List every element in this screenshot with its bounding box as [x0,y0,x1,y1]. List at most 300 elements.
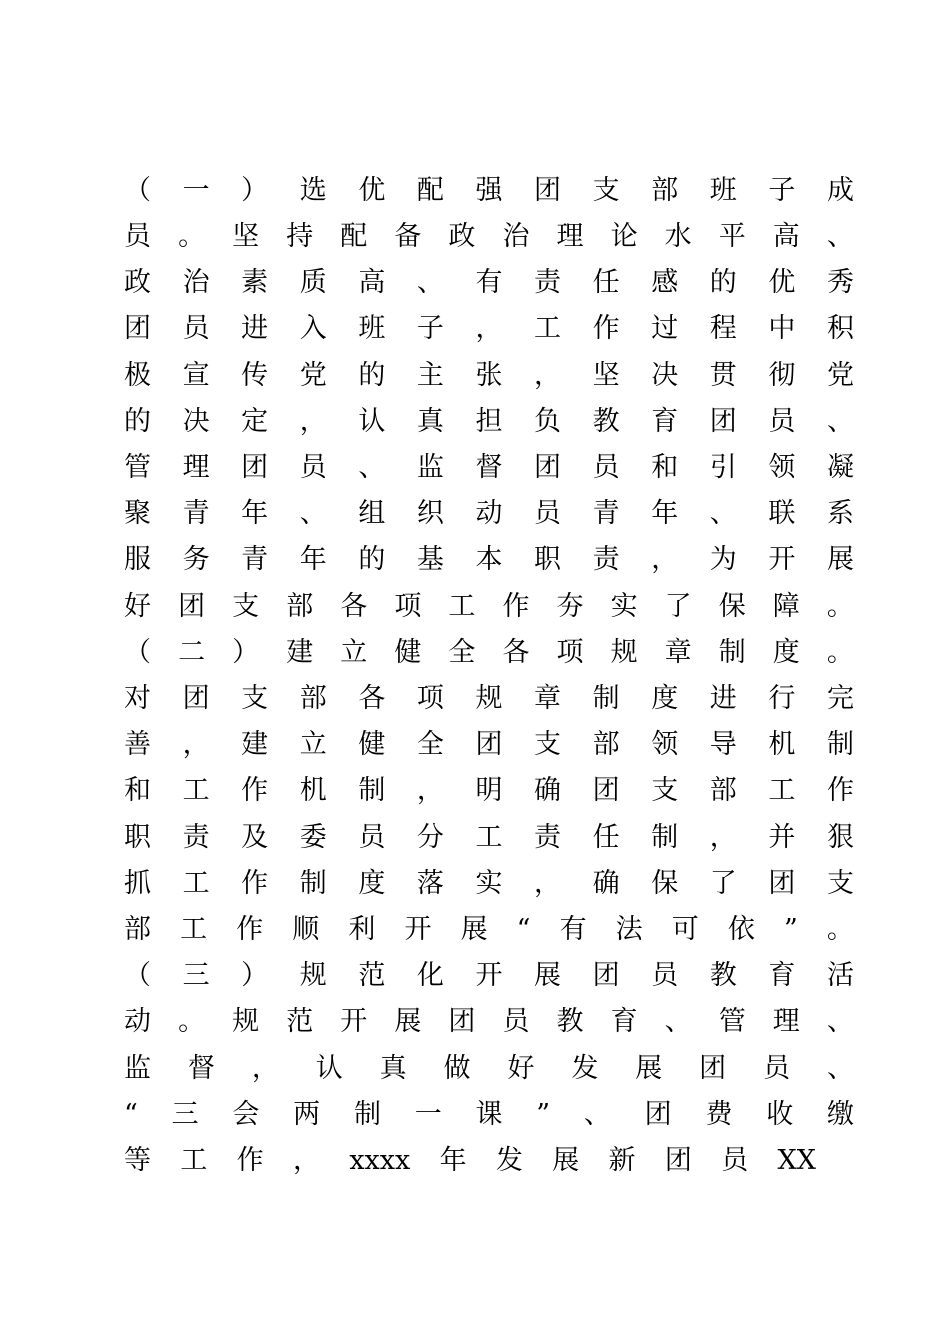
text-char: 。 [826,914,854,945]
text-line [124,1138,816,1184]
text-char: 团 [709,406,737,437]
text-char: 引 [709,452,737,483]
text-char: 的 [358,360,386,391]
text-char: 理 [556,221,584,252]
text-char: 决 [651,360,679,391]
text-char: 分 [416,822,444,853]
text-char: 工 [182,775,210,806]
text-char: 教 [592,406,620,437]
text-char: 班 [709,175,737,206]
text-char: 子 [768,175,796,206]
text-char: 育 [651,406,679,437]
text-char: 有 [475,267,503,298]
text-char: 立 [299,729,327,760]
text-char: 务 [182,544,210,575]
text-char: 工 [180,914,208,945]
text-char: 高 [772,221,800,252]
text-line [124,584,854,630]
text-char: 团 [664,1145,692,1176]
text-line [124,676,854,722]
text-char: 感 [651,267,679,298]
text-char: 顺 [292,914,320,945]
text-char: 定 [241,406,269,437]
text-char: 项 [556,637,584,668]
text-char: ） [241,960,269,991]
text-char: 决 [182,406,210,437]
text-char: 支 [232,591,260,622]
text-char: 、 [416,267,444,298]
text-line [124,353,854,399]
text-char: 员 [721,1145,749,1176]
text-char: 备 [394,221,422,252]
text-char: 支 [651,775,679,806]
text-char: 团 [699,1053,727,1084]
text-char: 团 [592,775,620,806]
text-char: 建 [241,729,269,760]
text-char: 完 [826,683,854,714]
text-char: 依 [727,914,755,945]
text-char: 实 [475,868,503,899]
text-char: 领 [768,452,796,483]
text-char: 、 [826,1006,854,1037]
text-char: 建 [286,637,314,668]
text-char: 优 [768,267,796,298]
text-char: 团 [182,683,210,714]
text-char: 责 [592,544,620,575]
text-char: 一 [182,175,210,206]
text-char: 规 [299,960,327,991]
text-char: （ [124,960,151,991]
text-char: 落 [416,868,444,899]
text-char: “ [124,1099,138,1130]
text-char: 治 [182,267,210,298]
text-line [124,306,854,352]
text-char: 主 [416,360,444,391]
text-char: 作 [241,868,269,899]
text-char: 、 [583,1099,611,1130]
text-char: 员 [768,406,796,437]
text-char: 系 [826,498,854,529]
text-char: 机 [768,729,796,760]
text-line [124,260,854,306]
text-char: 确 [592,868,620,899]
text-line [124,907,854,953]
text-char: 坚 [232,221,260,252]
text-char: 展 [534,960,562,991]
text-char: 工 [534,313,562,344]
text-char: 水 [664,221,692,252]
text-char: 。 [826,591,854,622]
text-char: 委 [299,822,327,853]
text-char: 论 [610,221,638,252]
text-char: 作 [236,914,264,945]
text-char: 、 [826,1053,854,1084]
text-char: 项 [394,591,422,622]
text-char: 健 [394,637,422,668]
text-char: 和 [651,452,679,483]
text-char: 责 [534,267,562,298]
text-char: 、 [664,1006,692,1037]
text-char: 作 [592,313,620,344]
text-char: 配 [416,175,444,206]
text-char: 制 [358,775,386,806]
text-char: 规 [232,1006,260,1037]
text-char: 年 [241,498,269,529]
text-char: 真 [416,406,444,437]
text-char: 贯 [709,360,737,391]
text-char: 员 [592,452,620,483]
text-char: 教 [556,1006,584,1037]
text-char: （ [124,175,151,206]
text-char: 员 [299,452,327,483]
text-char: 新 [608,1145,636,1176]
text-char: 坚 [592,360,620,391]
text-char: 全 [416,729,444,760]
text-char: 认 [358,406,386,437]
text-line [124,168,854,214]
text-char: 确 [534,775,562,806]
text-char: 抓 [124,868,151,899]
text-char: 本 [475,544,503,575]
text-char: 了 [664,591,692,622]
text-char: 等 [124,1145,151,1176]
text-char: ） [232,637,260,668]
text-char: 、 [358,452,386,483]
text-char: 监 [416,452,444,483]
text-char: 团 [178,591,206,622]
text-char: 制 [718,637,746,668]
text-char: 展 [460,914,488,945]
text-char: 育 [610,1006,638,1037]
text-char: 收 [766,1099,794,1130]
text-char: ， [475,313,503,344]
text-char: 认 [315,1053,343,1084]
text-char: 和 [124,775,151,806]
text-char: 员 [124,221,151,252]
text-char: 子 [416,313,444,344]
text-char: 政 [448,221,476,252]
text-char: 制 [826,729,854,760]
text-char: 展 [552,1145,580,1176]
text-char: 质 [299,267,327,298]
text-char: 团 [644,1099,672,1130]
text-char: 工 [768,775,796,806]
text-char: 范 [358,960,386,991]
text-char: 团 [448,1006,476,1037]
text-char: 了 [709,868,737,899]
text-char: 工 [180,1145,208,1176]
text-char: 作 [236,1145,264,1176]
text-char: 传 [241,360,269,391]
text-char: 服 [124,544,151,575]
text-char: 担 [475,406,503,437]
text-char: 进 [241,313,269,344]
text-char: 好 [507,1053,535,1084]
text-char: 督 [475,452,503,483]
text-char: 章 [664,637,692,668]
text-char: 团 [534,452,562,483]
text-char: 程 [709,313,737,344]
text-char: 明 [475,775,503,806]
text-char: 工 [182,868,210,899]
text-char: 化 [416,960,444,991]
text-char: 聚 [124,498,151,529]
text-char: 极 [124,360,151,391]
text-char: 部 [592,729,620,760]
text-char: ， [182,729,210,760]
text-char: 活 [826,960,854,991]
text-line [124,630,854,676]
text-char: 支 [592,175,620,206]
text-char: 夯 [556,591,584,622]
text-char: 做 [443,1053,471,1084]
text-char: 工 [475,822,503,853]
text-char: 理 [772,1006,800,1037]
text-char: 会 [232,1099,260,1130]
text-char: 全 [448,637,476,668]
text-char: 的 [709,267,737,298]
text-char: 进 [709,683,737,714]
text-char: 、 [826,406,854,437]
text-char: 项 [416,683,444,714]
text-char: 高 [358,267,386,298]
text-char: 狠 [826,822,854,853]
text-char: 支 [241,683,269,714]
text-char: 各 [340,591,368,622]
text-char: 员 [651,960,679,991]
text-char: 政 [124,267,151,298]
text-char: 导 [709,729,737,760]
text-char: 青 [182,498,210,529]
text-char: 部 [286,591,314,622]
text-line [124,953,854,999]
text-char: 督 [187,1053,215,1084]
text-char: 善 [124,729,151,760]
text-char: 秀 [826,267,854,298]
text-line [124,537,854,583]
text-char: 章 [534,683,562,714]
text-char: 、 [709,498,737,529]
text-char: 开 [475,960,503,991]
text-char: 作 [826,775,854,806]
text-char: 负 [534,406,562,437]
text-line [124,214,854,260]
text-char: 开 [404,914,432,945]
text-char: 规 [475,683,503,714]
text-char: 任 [592,822,620,853]
text-char: 障 [772,591,800,622]
text-char: 的 [358,544,386,575]
text-char: 行 [768,683,796,714]
text-char: 展 [826,544,854,575]
text-char: 员 [534,498,562,529]
text-char: 工 [448,591,476,622]
text-line [124,445,854,491]
text-char: 规 [610,637,638,668]
text-char: ， [299,406,327,437]
text-char: 责 [182,822,210,853]
text-char: 员 [502,1006,530,1037]
text-char: 展 [635,1053,663,1084]
text-char: 真 [379,1053,407,1084]
text-char: ， [534,868,562,899]
text-line [124,1092,854,1138]
text-char: （ [124,637,151,668]
text-char: 及 [241,822,269,853]
text-char: 展 [394,1006,422,1037]
text-char: 作 [241,775,269,806]
text-char: 宣 [182,360,210,391]
text-char: 的 [124,406,151,437]
text-char: 缴 [827,1099,854,1130]
text-char: 三 [171,1099,199,1130]
text-char: 优 [358,175,386,206]
text-char: 入 [299,313,327,344]
text-char: 领 [651,729,679,760]
text-char: 管 [718,1006,746,1037]
text-char: 部 [299,683,327,714]
text-char: ， [251,1053,279,1084]
text-char: 育 [768,960,796,991]
text-char: 利 [348,914,376,945]
text-char: 费 [705,1099,733,1130]
text-char: 法 [615,914,643,945]
text-char: 团 [241,452,269,483]
text-char: 强 [475,175,503,206]
text-char: 任 [592,267,620,298]
text-char: 可 [671,914,699,945]
text-char: 并 [768,822,796,853]
text-char: 党 [299,360,327,391]
text-char: 平 [718,221,746,252]
text-char: 两 [293,1099,321,1130]
text-char: 制 [299,868,327,899]
text-char: 员 [763,1053,791,1084]
text-char: 好 [124,591,151,622]
text-char: 年 [439,1145,467,1176]
text-char: 各 [358,683,386,714]
text-line [124,491,854,537]
text-char: 彻 [768,360,796,391]
text-char: 各 [502,637,530,668]
text-char: 机 [299,775,327,806]
text-char: 管 [124,452,151,483]
text-char: 立 [340,637,368,668]
text-char: 支 [534,729,562,760]
text-char: 联 [768,498,796,529]
text-char: 张 [475,360,503,391]
text-line [124,861,854,907]
text-char: 。 [178,221,206,252]
text-char: 凝 [826,452,854,483]
text-char: 动 [124,1006,151,1037]
text-char: “ [516,914,531,945]
text-char: 团 [592,960,620,991]
text-char: 健 [358,729,386,760]
text-char: ） [241,175,269,206]
text-line [124,999,854,1045]
text-char: 选 [299,175,327,206]
text-char: ， [416,775,444,806]
text-char: 一 [414,1099,442,1130]
text-char: XX [777,1145,816,1176]
text-char: ” [536,1099,551,1130]
text-char: 理 [182,452,210,483]
text-char: 部 [651,175,679,206]
text-char: 年 [299,544,327,575]
text-char: 三 [182,960,210,991]
text-char: 组 [358,498,386,529]
text-char: 班 [358,313,386,344]
text-char: 青 [241,544,269,575]
text-char: 开 [340,1006,368,1037]
text-char: 中 [768,313,796,344]
text-char: ， [534,360,562,391]
text-char: 团 [534,175,562,206]
text-char: 部 [124,914,151,945]
text-char: 织 [416,498,444,529]
text-line [124,1046,854,1092]
text-char: 持 [286,221,314,252]
text-char: 积 [826,313,854,344]
text-char: 教 [709,960,737,991]
text-char: 二 [178,637,206,668]
text-char: 职 [124,822,151,853]
text-char: 动 [475,498,503,529]
text-char: 、 [299,498,327,529]
text-char: 发 [571,1053,599,1084]
text-char: 范 [286,1006,314,1037]
text-char: 员 [358,822,386,853]
text-char: 课 [475,1099,503,1130]
text-char: 制 [592,683,620,714]
text-char: 职 [534,544,562,575]
text-char: 素 [241,267,269,298]
text-char: 部 [709,775,737,806]
text-char: 团 [475,729,503,760]
text-char: 过 [651,313,679,344]
text-char: 保 [718,591,746,622]
text-char: 成 [826,175,854,206]
text-char: 员 [182,313,210,344]
text-char: 基 [416,544,444,575]
text-char: 治 [502,221,530,252]
text-char: 责 [534,822,562,853]
text-char: 为 [709,544,737,575]
text-char: 团 [768,868,796,899]
text-char: 制 [353,1099,381,1130]
text-char: 团 [124,313,151,344]
text-char: 开 [768,544,796,575]
text-char: 发 [495,1145,523,1176]
text-char: 。 [178,1006,206,1037]
text-char: 作 [502,591,530,622]
text-char: 支 [826,868,854,899]
text-char: 保 [651,868,679,899]
text-char: ， [292,1145,320,1176]
text-char: ” [783,914,798,945]
text-char: 度 [358,868,386,899]
text-char: 青 [592,498,620,529]
text-char: 年 [651,498,679,529]
text-line [124,722,854,768]
text-line [124,815,854,861]
text-char: ， [651,544,679,575]
text-char: 、 [826,221,854,252]
text-char: ， [709,822,737,853]
text-char: 有 [559,914,587,945]
text-char: 监 [124,1053,151,1084]
